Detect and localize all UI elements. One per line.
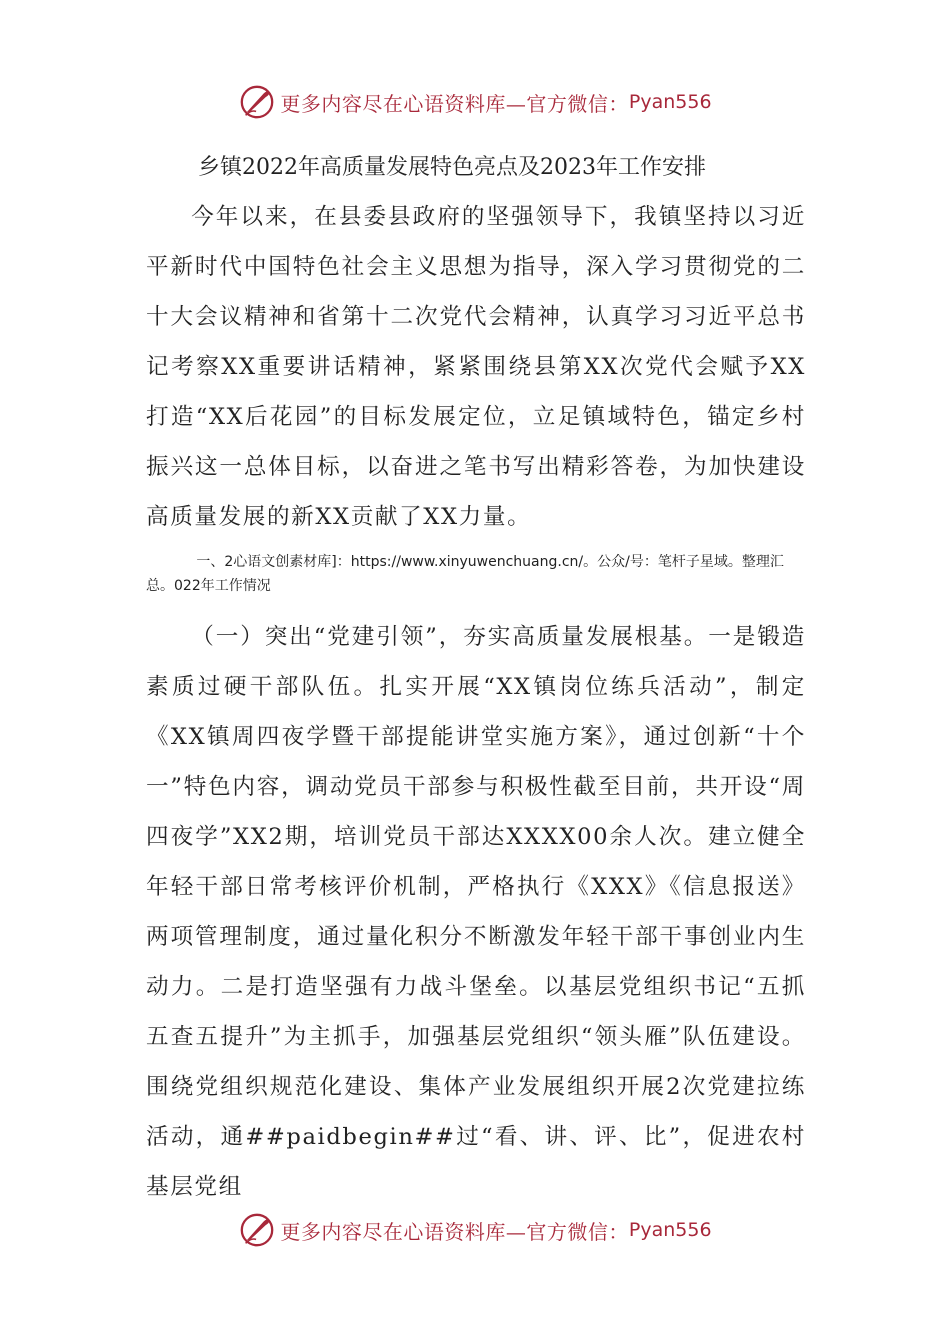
- document-body: [146, 148, 806, 1212]
- quill-logo-icon: [238, 1211, 276, 1249]
- footer-banner: [0, 1208, 950, 1252]
- section-1-paragraph: （一）突出“党建引领”，夯实高质量发展根基。一是锻造素质过硬干部队伍。扎实开展“XX镇岗位练兵活动”，制定《XX镇周四夜学暨干部提能讲堂实施方案》，通过创新“十个一”特色内容，调动党员干部参与积极性截至目前，共开设“周四夜学”XX2期，培训党员干部达XXXX00余人次。建立健全年轻干部日常考核评价机制，严格执行《XXX》《信息报送》两项管理制度，通过量化积分不断激发年轻干部干事创业内生动力。二是打造坚强有力战斗堡垒。以基层党组织书记“五抓五查五提升”为主抓手，加强基层党组织“领头雁”队伍建设。围绕党组织规范化建设、集体产业发展组织开展2次党建拉练活动，通##paidbegin##过“看、讲、评、比”，促进农村基层党组: [146, 624, 806, 1200]
- banner-wechat-id: Pyan556: [628, 1219, 712, 1241]
- document-title: 乡镇2022年高质量发展特色亮点及2023年工作安排: [198, 155, 706, 180]
- source-note: 一、2心语文创素材库]：https://www.xinyuwenchuang.cn/。公众/号：笔杆子星域。整理汇总。022年工作情况: [146, 554, 784, 594]
- header-banner: [0, 80, 950, 124]
- quill-logo-icon: [238, 83, 276, 121]
- banner-text: 更多内容尽在心语资料库—官方微信：: [280, 1219, 629, 1244]
- banner-text: 更多内容尽在心语资料库—官方微信：: [280, 91, 629, 116]
- banner-wechat-id: Pyan556: [628, 91, 712, 113]
- intro-paragraph: 今年以来，在县委县政府的坚强领导下，我镇坚持以习近平新时代中国特色社会主义思想为指导，深入学习贯彻党的二十大会议精神和省第十二次党代会精神，认真学习习近平总书记考察XX重要讲话精神，紧紧围绕县第XX次党代会赋予XX打造“XX后花园”的目标发展定位，立足镇域特色，锚定乡村振兴这一总体目标，以奋进之笔书写出精彩答卷，为加快建设高质量发展的新XX贡献了XX力量。: [146, 204, 806, 530]
